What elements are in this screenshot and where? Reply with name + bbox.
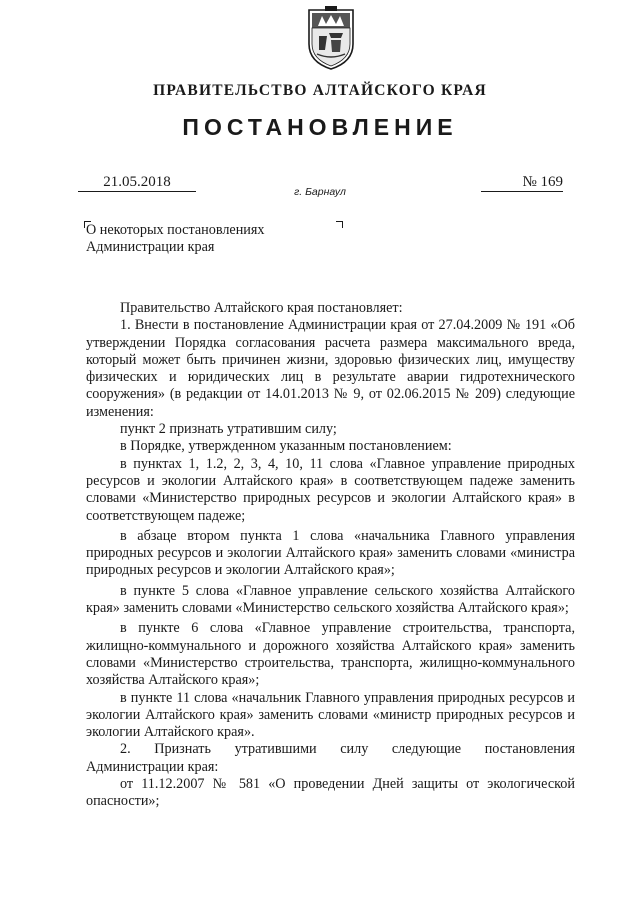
body-paragraph: от 11.12.2007 № 581 «О проведении Дней защиты от экологической опасности»;: [86, 776, 575, 810]
altai-krai-coat-of-arms-icon: [305, 6, 357, 72]
document-number: № 169: [481, 174, 563, 192]
document-city: г. Барнаул: [294, 186, 346, 198]
body-paragraph: в пунктах 1, 1.2, 2, 3, 4, 10, 11 слова «Главное управление природных ресурсов и экологии Алтайского края» в соответствующем падеже заменить словами «Министерство природных ресурсов и экологии Алтайского края» в соответствующем падеже;: [86, 455, 575, 524]
document-body: [86, 300, 575, 811]
government-title: ПРАВИТЕЛЬСТВО АЛТАЙСКОГО КРАЯ: [153, 82, 487, 99]
document-date: 21.05.2018: [78, 174, 196, 192]
body-paragraph: пункт 2 признать утратившим силу;: [120, 421, 337, 438]
document-subject: О некоторых постановлениях Администрации края: [86, 222, 265, 255]
body-paragraph: в пункте 11 слова «начальник Главного управления природных ресурсов и экологии Алтайского края» заменить словами «министр природных ресурсов и экологии Алтайского края».: [86, 689, 575, 741]
body-paragraph: 1. Внести в постановление Администрации края от 27.04.2009 № 191 «Об утверждении Порядка согласования расчета размера максимального вреда, который может быть причинен жизни, здоровью физических лиц, имуществу физических и юридических лиц в результате аварии гидротехнического сооружения» (в редакции от 14.01.2013 № 9, от 02.06.2015 № 209) следующие изменения:: [86, 317, 575, 420]
body-paragraph: в пункте 6 слова «Главное управление строительства, транспорта, жилищно-коммунального и дорожного хозяйства Алтайского края» заменить словами «Министерство строительства, транспорта, жилищно-коммунального хозяйства Алтайского края»;: [86, 620, 575, 689]
body-paragraph: в Порядке, утвержденном указанным постановлением:: [120, 438, 452, 455]
body-paragraph: Правительство Алтайского края постановляет:: [120, 300, 403, 316]
body-paragraph: в пункте 5 слова «Главное управление сельского хозяйства Алтайского края» заменить словами «Министерство сельского хозяйства Алтайского края»;: [86, 582, 575, 617]
document-type-title: ПОСТАНОВЛЕНИЕ: [182, 114, 458, 140]
body-paragraph: 2. Признать утратившими силу следующие постановления Администрации края:: [86, 741, 575, 775]
body-paragraph: в абзаце втором пункта 1 слова «начальника Главного управления природных ресурсов и экологии Алтайского края» заменить словами «министра природных ресурсов и экологии Алтайского края»;: [86, 527, 575, 579]
